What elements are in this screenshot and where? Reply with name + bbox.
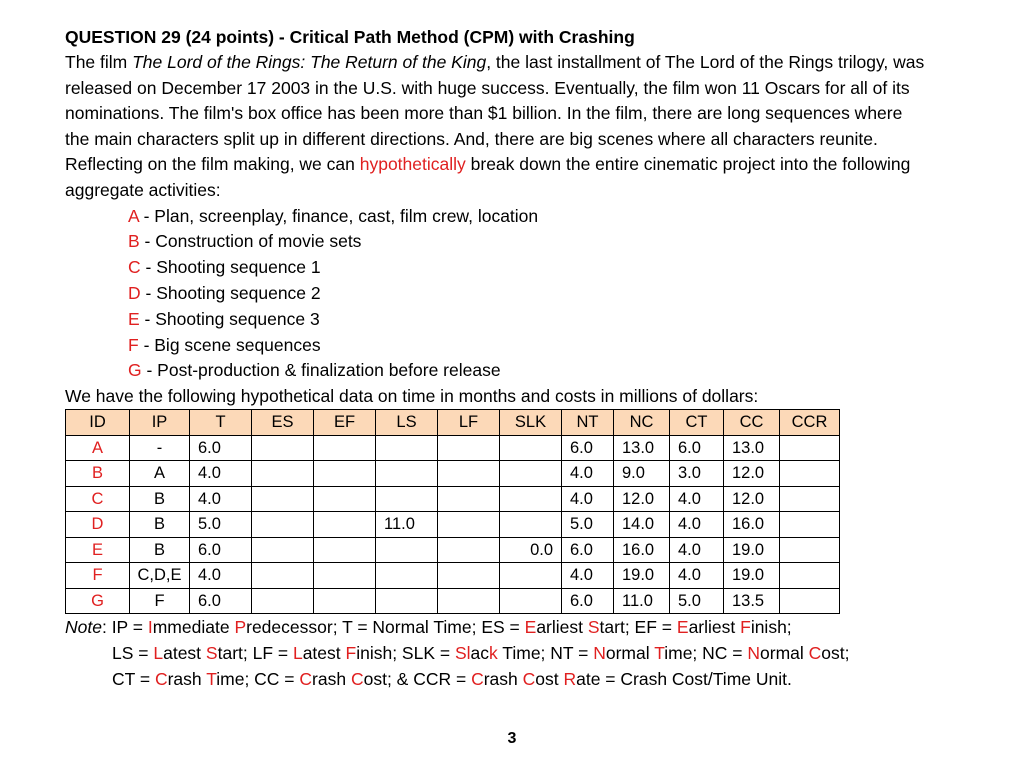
activity-desc: - Construction of movie sets [139, 231, 362, 252]
table-cell-ip: B [130, 537, 190, 563]
table-cell-t: 6.0 [190, 435, 252, 461]
activity-desc: - Big scene sequences [138, 334, 321, 355]
note-segment: ost; & CCR = [363, 669, 472, 690]
activity-item [128, 204, 965, 230]
note-segment: C [154, 669, 168, 690]
note-segment: E [676, 617, 689, 638]
table-cell-nt: 4.0 [562, 486, 614, 512]
question-title: QUESTION 29 (24 points) - Critical Path Method (CPM) with Crashing [65, 27, 635, 47]
table-cell-cc: 19.0 [724, 537, 780, 563]
table-cell-ct: 4.0 [670, 486, 724, 512]
table-cell-cc: 19.0 [724, 563, 780, 589]
table-cell-ls [376, 537, 438, 563]
table-cell-nt: 6.0 [562, 588, 614, 614]
table-cell-lf [438, 537, 500, 563]
table-cell-ip: - [130, 435, 190, 461]
activity-list [65, 204, 965, 385]
table-cell-slk [500, 512, 562, 538]
table-cell-ccr [780, 512, 840, 538]
note-segment: T [654, 643, 665, 664]
table-cell-slk: 0.0 [500, 537, 562, 563]
hypothetically-word: hypothetically [359, 154, 466, 175]
table-row [66, 537, 840, 563]
activity-desc: - Post-production & finalization before release [141, 360, 501, 381]
table-cell-t: 6.0 [190, 537, 252, 563]
table-cell-ct: 4.0 [670, 512, 724, 538]
table-cell-ls [376, 435, 438, 461]
note-segment: rash [167, 669, 207, 690]
note-segment: tart; LF = [217, 643, 293, 664]
table-cell-t: 4.0 [190, 486, 252, 512]
table-cell-ip: A [130, 461, 190, 487]
column-header-slk: SLK [500, 410, 562, 436]
note-segment: mmediate [152, 617, 235, 638]
note-segment: N [593, 643, 606, 664]
note-segment: ac [470, 643, 490, 664]
table-cell-id: E [66, 537, 130, 563]
table-cell-nt: 5.0 [562, 512, 614, 538]
table-cell-slk [500, 435, 562, 461]
film-title: The Lord of the Rings: The Return of the King [132, 52, 487, 72]
table-cell-nc: 14.0 [614, 512, 670, 538]
table-cell-cc: 13.0 [724, 435, 780, 461]
table-cell-ef [314, 435, 376, 461]
activity-item [128, 281, 965, 307]
note-line-3 [65, 666, 965, 692]
note-segment: ost [535, 669, 564, 690]
note-line-1-text [102, 617, 792, 637]
table-cell-slk [500, 563, 562, 589]
para-text-2: , the last installment of The Lord of the Rings trilogy, was released on December 17 2003 in the U.S. with huge success. Eventually, the film won 11 Oscars for all of its nominations. The film's box office has been more than $1 billion. In the film, there are long sequences where the main characters split up in different directions. And, there are big scenes where all characters reunite. Reflecting on the film making, we can [65, 52, 925, 175]
table-cell-nc: 11.0 [614, 588, 670, 614]
table-cell-id: C [66, 486, 130, 512]
note-line-1 [65, 614, 965, 640]
table-cell-ccr [780, 461, 840, 487]
note-segment: ost; [821, 643, 850, 664]
activity-desc: - Plan, screenplay, finance, cast, film crew, location [138, 205, 539, 226]
note-segment: tart; EF = [599, 617, 677, 638]
table-header-row [66, 410, 840, 436]
note-segment: LS = [112, 643, 154, 664]
column-header-id: ID [66, 410, 130, 436]
table-cell-nt: 6.0 [562, 435, 614, 461]
note-segment: ormal [605, 643, 655, 664]
table-cell-ls [376, 563, 438, 589]
note-segment: inish; [750, 617, 792, 638]
table-cell-nc: 19.0 [614, 563, 670, 589]
activity-item [128, 358, 965, 384]
activity-id: A [128, 205, 139, 226]
table-cell-ct: 6.0 [670, 435, 724, 461]
table-row [66, 588, 840, 614]
column-header-nc: NC [614, 410, 670, 436]
table-row [66, 512, 840, 538]
table-cell-nc: 9.0 [614, 461, 670, 487]
column-header-es: ES [252, 410, 314, 436]
table-cell-cc: 12.0 [724, 461, 780, 487]
table-cell-lf [438, 512, 500, 538]
cpm-data-table [65, 409, 840, 614]
page-number: 3 [507, 730, 517, 747]
table-cell-ccr [780, 486, 840, 512]
note-segment: ime; CC = [216, 669, 300, 690]
table-cell-ip: C,D,E [130, 563, 190, 589]
table-cell-cc: 12.0 [724, 486, 780, 512]
table-cell-ccr [780, 563, 840, 589]
activity-item [128, 255, 965, 281]
note-segment: F [345, 643, 357, 664]
table-row [66, 563, 840, 589]
note-segment: I [147, 617, 153, 638]
para-text-1: The film [65, 52, 133, 72]
table-cell-id: F [66, 563, 130, 589]
abbreviation-note [65, 614, 965, 692]
table-row [66, 461, 840, 487]
table-cell-nc: 16.0 [614, 537, 670, 563]
table-cell-ef [314, 512, 376, 538]
note-segment: atest [163, 643, 206, 664]
note-segment: atest [302, 643, 346, 664]
note-segment: arliest [688, 617, 741, 638]
note-segment: C [471, 669, 484, 690]
activity-id: D [128, 282, 141, 303]
table-cell-id: A [66, 435, 130, 461]
note-segment: k [489, 643, 498, 664]
activity-id: G [128, 360, 142, 381]
activity-id: B [128, 231, 140, 252]
column-header-ct: CT [670, 410, 724, 436]
column-header-cc: CC [724, 410, 780, 436]
column-header-lf: LF [438, 410, 500, 436]
note-segment: ate = Crash Cost/Time Unit. [576, 669, 792, 690]
table-cell-lf [438, 461, 500, 487]
table-cell-es [252, 588, 314, 614]
table-cell-es [252, 537, 314, 563]
table-cell-slk [500, 588, 562, 614]
table-cell-ls [376, 486, 438, 512]
table-cell-cc: 16.0 [724, 512, 780, 538]
column-header-ls: LS [376, 410, 438, 436]
note-segment: S [205, 643, 218, 664]
table-cell-nt: 4.0 [562, 563, 614, 589]
note-segment: CT = [112, 669, 155, 690]
note-segment: T [206, 669, 217, 690]
note-segment: C [808, 643, 822, 664]
table-cell-es [252, 486, 314, 512]
table-cell-ls: 11.0 [376, 512, 438, 538]
activity-desc: - Shooting sequence 2 [140, 282, 321, 303]
table-cell-t: 5.0 [190, 512, 252, 538]
activity-desc: - Shooting sequence 3 [139, 308, 320, 329]
table-cell-lf [438, 563, 500, 589]
note-segment: rash [483, 669, 523, 690]
table-cell-lf [438, 435, 500, 461]
table-cell-id: D [66, 512, 130, 538]
table-cell-cc: 13.5 [724, 588, 780, 614]
note-segment: redecessor; T = Normal Time; ES = [246, 617, 525, 638]
note-segment: : IP = [101, 617, 148, 638]
table-cell-ct: 4.0 [670, 563, 724, 589]
table-cell-ef [314, 588, 376, 614]
column-header-nt: NT [562, 410, 614, 436]
note-segment: P [234, 617, 247, 638]
note-segment: C [299, 669, 313, 690]
table-cell-ct: 5.0 [670, 588, 724, 614]
note-segment: ime; NC = [664, 643, 748, 664]
activity-item [128, 307, 965, 333]
table-cell-nc: 13.0 [614, 435, 670, 461]
column-header-ccr: CCR [780, 410, 840, 436]
table-cell-ccr [780, 588, 840, 614]
table-cell-ef [314, 461, 376, 487]
note-segment: ormal [760, 643, 809, 664]
table-cell-ct: 3.0 [670, 461, 724, 487]
note-segment: F [740, 617, 751, 638]
activity-id: C [128, 257, 141, 278]
table-cell-lf [438, 486, 500, 512]
table-cell-ef [314, 486, 376, 512]
column-header-ip: IP [130, 410, 190, 436]
note-label: Note [65, 617, 102, 638]
note-segment: N [747, 643, 761, 664]
table-cell-ccr [780, 435, 840, 461]
note-segment: inish; SLK = [356, 643, 455, 664]
table-cell-nt: 6.0 [562, 537, 614, 563]
activity-desc: - Shooting sequence 1 [140, 257, 321, 278]
table-cell-slk [500, 486, 562, 512]
activity-item [128, 333, 965, 359]
column-header-t: T [190, 410, 252, 436]
table-cell-nt: 4.0 [562, 461, 614, 487]
note-segment: Time; NT = [497, 643, 594, 664]
table-row [66, 435, 840, 461]
table-cell-ip: F [130, 588, 190, 614]
column-header-ef: EF [314, 410, 376, 436]
table-cell-ef [314, 563, 376, 589]
table-cell-t: 4.0 [190, 563, 252, 589]
table-cell-slk [500, 461, 562, 487]
note-segment: rash [312, 669, 351, 690]
note-segment: C [522, 669, 536, 690]
table-cell-ls [376, 588, 438, 614]
table-cell-ccr [780, 537, 840, 563]
table-cell-nc: 12.0 [614, 486, 670, 512]
question-paragraph [65, 50, 925, 204]
para-text-3: break down the entire cinematic project into the following aggregate activities: [65, 154, 911, 200]
note-segment: Sl [454, 643, 471, 664]
note-segment: S [587, 617, 600, 638]
note-line-2 [65, 640, 965, 666]
note-segment: L [292, 643, 303, 664]
activity-id: F [128, 334, 139, 355]
table-intro: We have the following hypothetical data on time in months and costs in millions of dollars: [65, 386, 759, 407]
table-body [66, 435, 840, 614]
activity-item [128, 229, 965, 255]
table-cell-t: 6.0 [190, 588, 252, 614]
note-segment: R [563, 669, 577, 690]
table-cell-id: B [66, 461, 130, 487]
note-segment: L [153, 643, 164, 664]
note-segment: arliest [536, 617, 588, 638]
table-cell-ip: B [130, 486, 190, 512]
table-cell-lf [438, 588, 500, 614]
table-cell-es [252, 563, 314, 589]
table-cell-ct: 4.0 [670, 537, 724, 563]
table-cell-ip: B [130, 512, 190, 538]
table-cell-es [252, 461, 314, 487]
document-page [65, 24, 965, 692]
note-segment: E [524, 617, 537, 638]
table-cell-es [252, 435, 314, 461]
table-cell-es [252, 512, 314, 538]
table-cell-ls [376, 461, 438, 487]
table-cell-t: 4.0 [190, 461, 252, 487]
table-cell-ef [314, 537, 376, 563]
table-row [66, 486, 840, 512]
note-segment: C [350, 669, 364, 690]
table-cell-id: G [66, 588, 130, 614]
activity-id: E [128, 308, 140, 329]
